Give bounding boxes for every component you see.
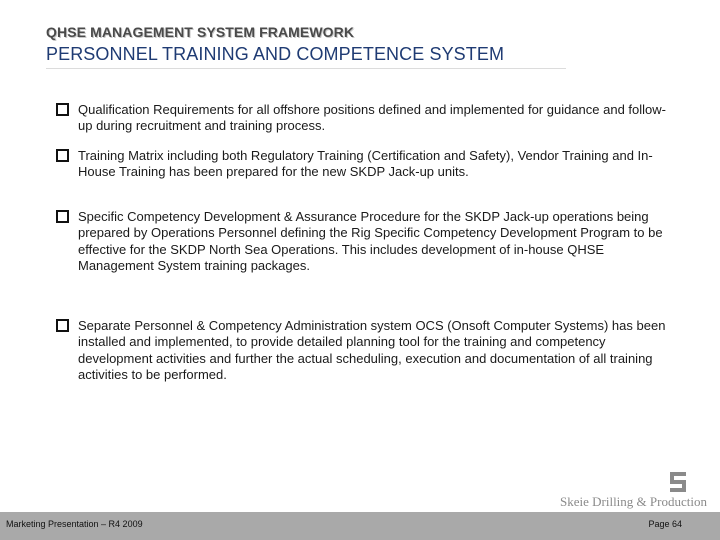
bullet-item [56, 318, 676, 383]
bullet-item [56, 102, 676, 135]
checkbox-bullet-icon [56, 103, 69, 116]
bullet-item [56, 209, 676, 274]
bullet-text: Separate Personnel & Competency Administration system OCS (Onsoft Computer Systems) has been installed and implemented, to provide detailed planning tool for the training and competency development activities and further the actual scheduling, execution and documentation of all training activities to be performed. [78, 318, 666, 382]
footer-presentation-label: Marketing Presentation – R4 2009 [6, 519, 143, 529]
bullet-text: Qualification Requirements for all offshore positions defined and implemented for guidance and follow-up during recruitment and training process. [78, 102, 666, 134]
checkbox-bullet-icon [56, 210, 69, 223]
checkbox-bullet-icon [56, 319, 69, 332]
page-title: PERSONNEL TRAINING AND COMPETENCE SYSTEM [46, 44, 505, 64]
bullet-text: Specific Competency Development & Assurance Procedure for the SKDP Jack-up operations being prepared by Operations Personnel defining the Rig Specific Competency Development Program to be effective for the SKDP North Sea Operations. This includes development of in-house QHSE Management System training packages. [78, 209, 663, 273]
checkbox-bullet-icon [56, 149, 69, 162]
footer-bar [0, 512, 720, 540]
bullet-item [56, 148, 676, 181]
logo-text: Skeie Drilling & Production [560, 494, 707, 509]
sdp-logo-icon [670, 472, 686, 492]
page-number: Page 64 [648, 519, 682, 529]
company-logo [536, 470, 712, 512]
title-divider [46, 68, 566, 69]
section-kicker: QHSE MANAGEMENT SYSTEM FRAMEWORK [46, 24, 355, 40]
bullet-text: Training Matrix including both Regulatory Training (Certification and Safety), Vendor Training and In-House Training has been prepared for the new SKDP Jack-up units. [78, 148, 653, 180]
